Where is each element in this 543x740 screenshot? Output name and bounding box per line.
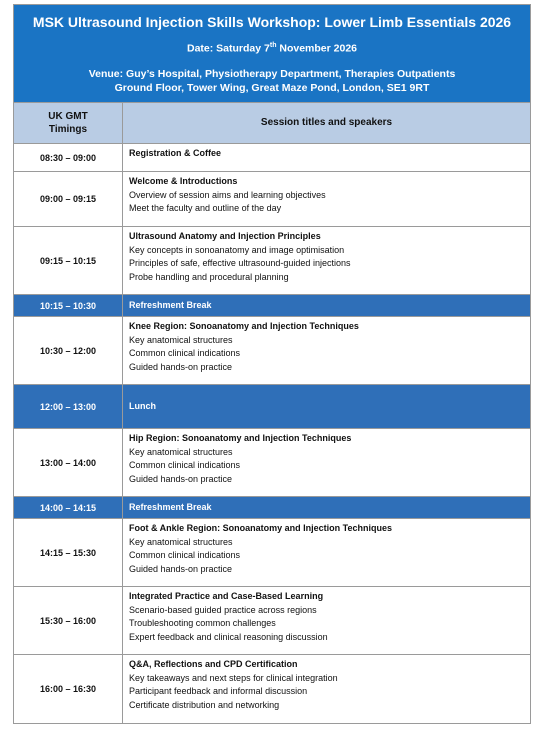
- venue-line-1: Venue: Guy’s Hospital, Physiotherapy Department, Therapies Outpatients: [88, 67, 456, 80]
- session-row: [14, 144, 530, 172]
- session-time: 14:15 – 15:30: [14, 519, 123, 586]
- workshop-title: MSK Ultrasound Injection Skills Workshop: Lower Limb Essentials 2026: [32, 14, 512, 30]
- timings-header-line-1: UK GMT: [48, 111, 88, 122]
- session-title: Lunch: [129, 400, 156, 411]
- session-details: [123, 429, 530, 496]
- session-details: [123, 519, 530, 586]
- session-item: Common clinical indications: [129, 348, 241, 358]
- session-title: Refreshment Break: [129, 299, 212, 310]
- session-time: 13:00 – 14:00: [14, 429, 123, 496]
- session-item: Probe handling and procedural planning: [129, 271, 289, 282]
- workshop-date: [14, 42, 530, 55]
- venue-line-2: Ground Floor, Tower Wing, Great Maze Pond, London, SE1 9RT: [114, 81, 430, 94]
- session-row: [14, 655, 530, 723]
- session-item: Certificate distribution and networking: [129, 699, 280, 710]
- session-time: 08:30 – 09:00: [14, 144, 123, 171]
- session-item: Troubleshooting common challenges: [129, 618, 276, 628]
- session-time: 10:30 – 12:00: [14, 317, 123, 384]
- session-title: Ultrasound Anatomy and Injection Principles: [129, 231, 321, 241]
- session-details: [123, 172, 530, 226]
- session-title: Q&A, Reflections and CPD Certification: [129, 659, 298, 669]
- session-item: Key concepts in sonoanatomy and image optimisation: [129, 244, 345, 255]
- session-item: Common clinical indications: [129, 460, 241, 470]
- session-time: 10:15 – 10:30: [14, 295, 123, 316]
- session-title: Knee Region: Sonoanatomy and Injection Techniques: [129, 321, 359, 331]
- session-item: Guided hands-on practice: [129, 361, 233, 372]
- session-details: [123, 295, 530, 316]
- session-title: Hip Region: Sonoanatomy and Injection Techniques: [129, 433, 352, 443]
- session-time: 15:30 – 16:00: [14, 587, 123, 654]
- session-item: Guided hands-on practice: [129, 563, 233, 574]
- session-item: Expert feedback and clinical reasoning discussion: [129, 631, 328, 642]
- session-row: [14, 172, 530, 227]
- session-title: Integrated Practice and Case-Based Learning: [129, 591, 324, 601]
- session-item: Scenario-based guided practice across regions: [129, 604, 317, 615]
- session-item: Overview of session aims and learning objectives: [129, 189, 326, 200]
- session-title: Registration & Coffee: [129, 148, 222, 158]
- session-time: 12:00 – 13:00: [14, 385, 123, 428]
- session-time: 09:15 – 10:15: [14, 227, 123, 294]
- column-header-row: [14, 103, 530, 144]
- session-item: Principles of safe, effective ultrasound-guided injections: [129, 258, 351, 268]
- agenda-header: [14, 5, 530, 103]
- session-item: Participant feedback and informal discussion: [129, 686, 308, 696]
- session-time: 14:00 – 14:15: [14, 497, 123, 518]
- sessions-column-header: Session titles and speakers: [260, 117, 393, 129]
- session-title: Refreshment Break: [129, 501, 212, 512]
- session-row: [14, 587, 530, 655]
- break-row: [14, 497, 530, 519]
- session-time: 09:00 – 09:15: [14, 172, 123, 226]
- session-title: Welcome & Introductions: [129, 176, 238, 186]
- session-details: [123, 497, 530, 518]
- session-rows: [14, 144, 530, 723]
- session-item: Key takeaways and next steps for clinical integration: [129, 672, 338, 683]
- session-time: 16:00 – 16:30: [14, 655, 123, 723]
- session-details: [123, 587, 530, 654]
- session-details: [123, 385, 530, 428]
- timings-column-header: [14, 103, 123, 143]
- session-item: Meet the faculty and outline of the day: [129, 203, 282, 213]
- session-details: [123, 317, 530, 384]
- session-item: Key anatomical structures: [129, 334, 233, 345]
- workshop-venue: [14, 67, 530, 95]
- break-row: [14, 295, 530, 317]
- date-prefix: Date: Saturday 7: [186, 42, 270, 55]
- session-details: [123, 655, 530, 723]
- session-item: Common clinical indications: [129, 550, 241, 560]
- session-item: Key anatomical structures: [129, 536, 233, 547]
- session-row: [14, 429, 530, 497]
- date-suffix: November 2026: [276, 42, 358, 55]
- session-row: [14, 227, 530, 295]
- session-details: [123, 144, 530, 171]
- session-title: Foot & Ankle Region: Sonoanatomy and Injection Techniques: [129, 523, 393, 533]
- session-row: [14, 519, 530, 587]
- session-details: [123, 227, 530, 294]
- break-row: [14, 385, 530, 429]
- agenda-table: [13, 4, 531, 724]
- session-row: [14, 317, 530, 385]
- date-ordinal: th: [269, 42, 277, 49]
- session-item: Guided hands-on practice: [129, 473, 233, 484]
- session-item: Key anatomical structures: [129, 446, 233, 457]
- timings-header-line-2: Timings: [48, 124, 88, 135]
